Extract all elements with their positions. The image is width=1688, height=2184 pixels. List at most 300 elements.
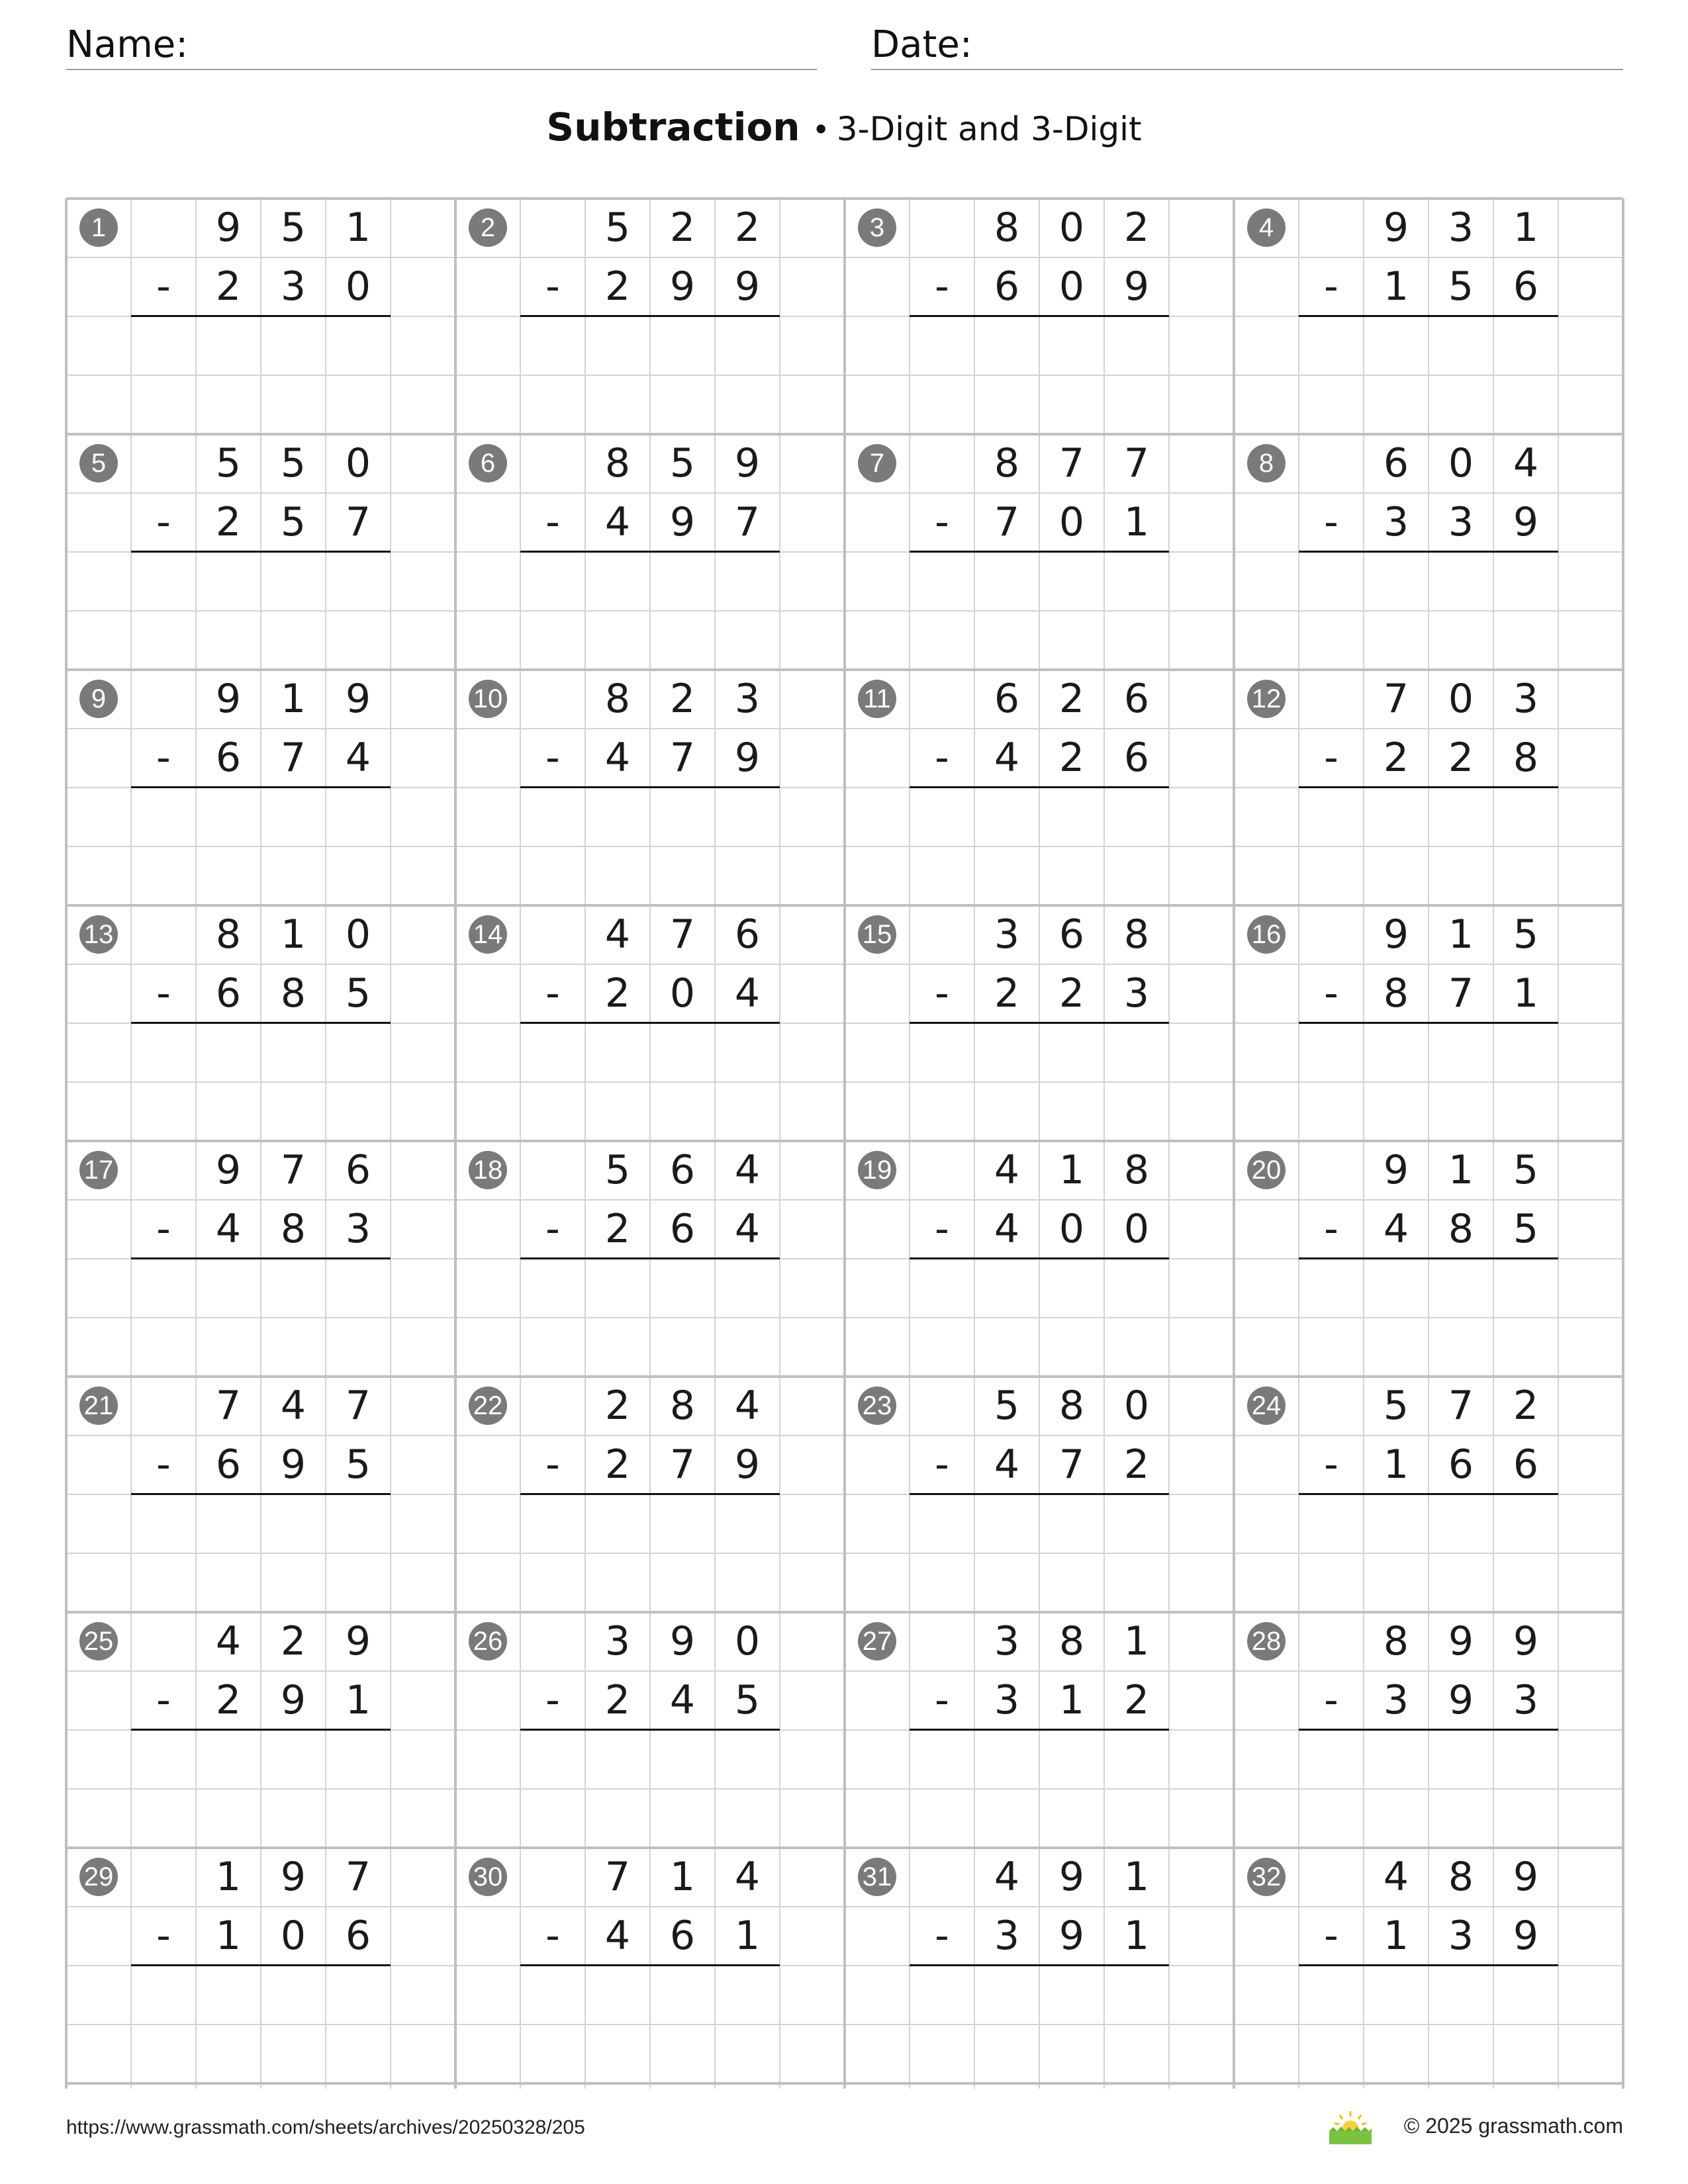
minus-sign: -	[545, 1441, 560, 1488]
subtrahend-digit: 7	[1448, 970, 1474, 1017]
minuend-digit: 1	[280, 911, 306, 958]
minuend-digit: 6	[1383, 440, 1409, 486]
subtrahend-digit: 9	[734, 1441, 761, 1488]
minuend-digit: 8	[604, 440, 631, 486]
minuend-digit: 4	[280, 1383, 306, 1429]
minus-sign: -	[1324, 1677, 1338, 1723]
answer-cell[interactable]	[716, 553, 778, 610]
answer-cell[interactable]	[1495, 1024, 1557, 1081]
answer-cell[interactable]	[262, 1731, 324, 1788]
problem-number-badge: 21	[79, 1387, 118, 1425]
problem-number-badge: 12	[1247, 680, 1286, 718]
subtrahend-digit: 8	[1383, 970, 1409, 1017]
answer-cell[interactable]	[1105, 789, 1168, 845]
answer-cell[interactable]	[262, 1260, 324, 1316]
minuend-digit: 5	[280, 205, 306, 251]
answer-cell[interactable]	[911, 1731, 973, 1788]
answer-line	[1299, 1729, 1558, 1731]
answer-line	[131, 1964, 391, 1966]
answer-cell[interactable]	[586, 1496, 649, 1552]
answer-cell[interactable]	[976, 1967, 1038, 2023]
problem-number-badge: 30	[469, 1858, 507, 1896]
answer-line	[1299, 1964, 1558, 1966]
date-label: Date:	[871, 23, 972, 66]
answer-cell[interactable]	[651, 1496, 714, 1552]
grass	[1329, 2131, 1372, 2144]
answer-cell[interactable]	[716, 1260, 778, 1316]
minuend-digit: 8	[1448, 1854, 1474, 1900]
minuend-digit: 0	[734, 1618, 761, 1664]
subtrahend-digit: 9	[734, 735, 761, 781]
subtrahend-digit: 3	[1383, 1677, 1409, 1723]
minuend-digit: 8	[1123, 911, 1150, 958]
answer-cell[interactable]	[1495, 318, 1557, 374]
subtrahend-digit: 6	[669, 1206, 696, 1252]
block-border-horizontal	[66, 904, 1623, 907]
subtrahend-digit: 2	[1383, 735, 1409, 781]
answer-cell[interactable]	[1430, 1496, 1492, 1552]
answer-cell[interactable]	[197, 1024, 259, 1081]
answer-cell[interactable]	[1041, 1260, 1103, 1316]
answer-cell[interactable]	[327, 789, 389, 845]
answer-cell[interactable]	[522, 1967, 584, 2023]
minuend-digit: 4	[994, 1147, 1020, 1193]
answer-cell[interactable]	[197, 789, 259, 845]
answer-cell[interactable]	[651, 553, 714, 610]
subtrahend-digit: 0	[280, 1913, 306, 1959]
subtrahend-digit: 7	[345, 499, 371, 545]
subtrahend-digit: 2	[604, 263, 631, 310]
answer-cell[interactable]	[262, 318, 324, 374]
answer-cell[interactable]	[1041, 1731, 1103, 1788]
answer-cell[interactable]	[1105, 1260, 1168, 1316]
minus-sign: -	[1324, 1441, 1338, 1488]
problem-number-badge: 4	[1247, 208, 1286, 247]
minuend-digit: 0	[1448, 440, 1474, 486]
answer-line	[910, 1257, 1169, 1259]
minuend-digit: 5	[280, 440, 306, 486]
minuend-digit: 9	[669, 1618, 696, 1664]
answer-cell[interactable]	[976, 318, 1038, 374]
answer-cell[interactable]	[1300, 318, 1362, 374]
answer-cell[interactable]	[1105, 553, 1168, 610]
answer-cell[interactable]	[976, 1496, 1038, 1552]
answer-cell[interactable]	[327, 1967, 389, 2023]
answer-cell[interactable]	[262, 553, 324, 610]
answer-cell[interactable]	[976, 553, 1038, 610]
answer-cell[interactable]	[586, 789, 649, 845]
answer-cell[interactable]	[1430, 1731, 1492, 1788]
answer-cell[interactable]	[1430, 1967, 1492, 2023]
subtrahend-digit: 4	[604, 499, 631, 545]
subtrahend-digit: 4	[994, 735, 1020, 781]
grid-line-vertical	[909, 199, 910, 2089]
answer-cell[interactable]	[651, 1024, 714, 1081]
answer-line	[520, 1257, 780, 1259]
answer-cell[interactable]	[651, 1967, 714, 2023]
answer-cell[interactable]	[716, 1496, 778, 1552]
problem-number-badge: 5	[79, 444, 118, 482]
subtrahend-digit: 6	[994, 263, 1020, 310]
answer-cell[interactable]	[651, 789, 714, 845]
answer-cell[interactable]	[976, 789, 1038, 845]
minuend-digit: 2	[1123, 205, 1150, 251]
subtrahend-digit: 6	[1448, 1441, 1474, 1488]
subtrahend-digit: 1	[1383, 263, 1409, 310]
answer-cell[interactable]	[327, 1024, 389, 1081]
grid-line-vertical	[520, 199, 521, 2089]
answer-cell[interactable]	[1105, 1731, 1168, 1788]
minuend-digit: 2	[669, 205, 696, 251]
minus-sign: -	[935, 970, 949, 1017]
answer-cell[interactable]	[522, 1260, 584, 1316]
answer-cell[interactable]	[1365, 1731, 1427, 1788]
minuend-digit: 9	[1383, 1147, 1409, 1193]
answer-cell[interactable]	[132, 1731, 195, 1788]
answer-cell[interactable]	[327, 1260, 389, 1316]
answer-cell[interactable]	[1365, 553, 1427, 610]
answer-line	[910, 551, 1169, 553]
answer-cell[interactable]	[1430, 1024, 1492, 1081]
minuend-digit: 8	[1058, 1618, 1085, 1664]
subtrahend-digit: 0	[1123, 1206, 1150, 1252]
answer-cell[interactable]	[716, 318, 778, 374]
minus-sign: -	[935, 499, 949, 545]
answer-line	[520, 551, 780, 553]
subtrahend-digit: 4	[994, 1441, 1020, 1488]
subtrahend-digit: 2	[1123, 1677, 1150, 1723]
minus-sign: -	[156, 1677, 171, 1723]
answer-cell[interactable]	[586, 553, 649, 610]
answer-cell[interactable]	[716, 789, 778, 845]
subtrahend-digit: 3	[1513, 1677, 1539, 1723]
subtrahend-digit: 8	[1513, 735, 1539, 781]
answer-cell[interactable]	[976, 1731, 1038, 1788]
answer-line	[520, 315, 780, 317]
answer-cell[interactable]	[132, 1024, 195, 1081]
minuend-digit: 2	[280, 1618, 306, 1664]
minus-sign: -	[935, 1677, 949, 1723]
date-field[interactable]	[871, 20, 1623, 70]
minus-sign: -	[156, 1441, 171, 1488]
answer-cell[interactable]	[132, 789, 195, 845]
minuend-digit: 5	[604, 1147, 631, 1193]
subtrahend-digit: 1	[1123, 1913, 1150, 1959]
minuend-digit: 1	[1448, 911, 1474, 958]
answer-cell[interactable]	[651, 1260, 714, 1316]
answer-cell[interactable]	[651, 1731, 714, 1788]
answer-cell[interactable]	[1430, 789, 1492, 845]
problem-number-badge: 7	[858, 444, 896, 482]
answer-line	[1299, 1257, 1558, 1259]
minus-sign: -	[935, 1441, 949, 1488]
answer-cell[interactable]	[132, 1260, 195, 1316]
answer-cell[interactable]	[522, 789, 584, 845]
answer-cell[interactable]	[1041, 1967, 1103, 2023]
title-main: Subtraction	[546, 105, 800, 150]
answer-cell[interactable]	[327, 1731, 389, 1788]
answer-line	[131, 551, 391, 553]
subtrahend-digit: 5	[345, 1441, 371, 1488]
problem-number-badge: 26	[469, 1622, 507, 1661]
problem-number-badge: 15	[858, 915, 896, 954]
subtrahend-digit: 3	[1448, 1913, 1474, 1959]
answer-line	[131, 1022, 391, 1024]
subtrahend-digit: 8	[280, 1206, 306, 1252]
answer-cell[interactable]	[132, 318, 195, 374]
answer-cell[interactable]	[197, 318, 259, 374]
answer-cell[interactable]	[262, 1496, 324, 1552]
answer-cell[interactable]	[1300, 553, 1362, 610]
subtrahend-digit: 6	[215, 735, 242, 781]
subtrahend-digit: 1	[215, 1913, 242, 1959]
grid-line-vertical	[1298, 199, 1299, 2089]
problem-number-badge: 28	[1247, 1622, 1286, 1661]
answer-cell[interactable]	[1300, 1024, 1362, 1081]
answer-cell[interactable]	[1041, 553, 1103, 610]
subtrahend-digit: 9	[1058, 1913, 1085, 1959]
answer-cell[interactable]	[586, 1967, 649, 2023]
subtrahend-digit: 0	[345, 263, 371, 310]
answer-cell[interactable]	[197, 1731, 259, 1788]
answer-cell[interactable]	[1495, 1260, 1557, 1316]
answer-cell[interactable]	[1365, 1967, 1427, 2023]
subtrahend-digit: 0	[669, 970, 696, 1017]
answer-cell[interactable]	[1365, 789, 1427, 845]
minuend-digit: 8	[669, 1383, 696, 1429]
minuend-digit: 1	[1123, 1854, 1150, 1900]
answer-cell[interactable]	[522, 1731, 584, 1788]
answer-cell[interactable]	[327, 1496, 389, 1552]
minus-sign: -	[935, 735, 949, 781]
answer-cell[interactable]	[586, 1260, 649, 1316]
answer-cell[interactable]	[586, 318, 649, 374]
minuend-digit: 7	[1383, 676, 1409, 722]
answer-cell[interactable]	[1495, 789, 1557, 845]
block-border-horizontal	[66, 1375, 1623, 1378]
subtrahend-digit: 2	[604, 1441, 631, 1488]
subtrahend-digit: 1	[345, 1677, 371, 1723]
answer-cell[interactable]	[1300, 789, 1362, 845]
subtrahend-digit: 9	[1448, 1677, 1474, 1723]
answer-cell[interactable]	[522, 1496, 584, 1552]
answer-cell[interactable]	[1430, 318, 1492, 374]
answer-cell[interactable]	[1105, 1967, 1168, 2023]
minuend-digit: 7	[669, 911, 696, 958]
answer-cell[interactable]	[1430, 1260, 1492, 1316]
answer-cell[interactable]	[197, 553, 259, 610]
answer-cell[interactable]	[1365, 1024, 1427, 1081]
answer-cell[interactable]	[1495, 1731, 1557, 1788]
minuend-digit: 6	[994, 676, 1020, 722]
subtrahend-digit: 3	[1448, 499, 1474, 545]
minuend-digit: 5	[1513, 911, 1539, 958]
answer-line	[131, 315, 391, 317]
answer-cell[interactable]	[522, 318, 584, 374]
subtrahend-digit: 5	[345, 970, 371, 1017]
answer-cell[interactable]	[197, 1496, 259, 1552]
minuend-digit: 1	[1513, 205, 1539, 251]
block-border-vertical	[454, 199, 457, 2089]
answer-cell[interactable]	[1495, 553, 1557, 610]
answer-cell[interactable]	[1300, 1967, 1362, 2023]
answer-cell[interactable]	[262, 1024, 324, 1081]
subtrahend-digit: 1	[734, 1913, 761, 1959]
subtrahend-digit: 2	[215, 1677, 242, 1723]
minuend-digit: 5	[1513, 1147, 1539, 1193]
grass-sun-logo-icon	[1328, 2109, 1373, 2146]
answer-cell[interactable]	[1041, 789, 1103, 845]
minuend-digit: 4	[734, 1147, 761, 1193]
answer-cell[interactable]	[1041, 318, 1103, 374]
answer-line	[1299, 1022, 1558, 1024]
answer-cell[interactable]	[262, 789, 324, 845]
answer-cell[interactable]	[197, 1260, 259, 1316]
subtrahend-digit: 4	[604, 1913, 631, 1959]
minuend-digit: 9	[345, 1618, 371, 1664]
subtrahend-digit: 2	[604, 1677, 631, 1723]
subtrahend-digit: 9	[280, 1441, 306, 1488]
answer-cell[interactable]	[911, 1260, 973, 1316]
minus-sign: -	[545, 1206, 560, 1252]
answer-cell[interactable]	[1365, 1496, 1427, 1552]
answer-line	[1299, 786, 1558, 788]
answer-cell[interactable]	[132, 553, 195, 610]
subtrahend-digit: 4	[734, 970, 761, 1017]
subtrahend-digit: 6	[1513, 263, 1539, 310]
minuend-digit: 4	[994, 1854, 1020, 1900]
answer-cell[interactable]	[1365, 318, 1427, 374]
problem-number-badge: 3	[858, 208, 896, 247]
minuend-digit: 9	[215, 1147, 242, 1193]
footer-copyright: © 2025 grassmath.com	[1403, 2114, 1623, 2138]
answer-cell[interactable]	[586, 1731, 649, 1788]
grid-line-vertical	[130, 199, 132, 2089]
answer-cell[interactable]	[1105, 318, 1168, 374]
name-field[interactable]	[66, 20, 817, 70]
problem-number-badge: 20	[1247, 1151, 1286, 1189]
answer-cell[interactable]	[1041, 1496, 1103, 1552]
subtrahend-digit: 6	[1513, 1441, 1539, 1488]
problem-number-badge: 25	[79, 1622, 118, 1661]
answer-cell[interactable]	[197, 1967, 259, 2023]
minus-sign: -	[545, 499, 560, 545]
answer-cell[interactable]	[1495, 1967, 1557, 2023]
answer-cell[interactable]	[976, 1024, 1038, 1081]
answer-cell[interactable]	[911, 1967, 973, 2023]
answer-cell[interactable]	[1300, 1731, 1362, 1788]
answer-cell[interactable]	[262, 1967, 324, 2023]
answer-line	[520, 786, 780, 788]
minuend-digit: 9	[1513, 1854, 1539, 1900]
answer-cell[interactable]	[716, 1024, 778, 1081]
answer-cell[interactable]	[1495, 1496, 1557, 1552]
minus-sign: -	[935, 263, 949, 310]
minuend-digit: 7	[1058, 440, 1085, 486]
answer-cell[interactable]	[1105, 1024, 1168, 1081]
answer-cell[interactable]	[132, 1967, 195, 2023]
subtrahend-digit: 4	[345, 735, 371, 781]
minus-sign: -	[1324, 970, 1338, 1017]
subtrahend-digit: 7	[669, 735, 696, 781]
subtrahend-digit: 3	[280, 263, 306, 310]
block-border-horizontal	[66, 1846, 1623, 1849]
minuend-digit: 7	[280, 1147, 306, 1193]
problem-number-badge: 2	[469, 208, 507, 247]
answer-cell[interactable]	[1430, 553, 1492, 610]
answer-line	[520, 1729, 780, 1731]
minuend-digit: 9	[215, 676, 242, 722]
minuend-digit: 8	[604, 676, 631, 722]
answer-cell[interactable]	[522, 1024, 584, 1081]
answer-cell[interactable]	[1365, 1260, 1427, 1316]
answer-cell[interactable]	[911, 1496, 973, 1552]
block-border-vertical	[1233, 199, 1235, 2089]
answer-cell[interactable]	[911, 318, 973, 374]
minuend-digit: 8	[1123, 1147, 1150, 1193]
minus-sign: -	[1324, 263, 1338, 310]
block-border-vertical	[65, 199, 68, 2089]
answer-cell[interactable]	[1300, 1260, 1362, 1316]
minuend-digit: 3	[994, 1618, 1020, 1664]
problem-number-badge: 8	[1247, 444, 1286, 482]
subtrahend-digit: 1	[1123, 499, 1150, 545]
block-border-horizontal	[66, 1140, 1623, 1142]
answer-cell[interactable]	[911, 553, 973, 610]
subtrahend-digit: 8	[1448, 1206, 1474, 1252]
subtrahend-digit: 6	[669, 1913, 696, 1959]
minuend-digit: 4	[215, 1618, 242, 1664]
minuend-digit: 1	[669, 1854, 696, 1900]
problem-number-badge: 1	[79, 208, 118, 247]
answer-cell[interactable]	[1300, 1496, 1362, 1552]
answer-cell[interactable]	[522, 553, 584, 610]
minuend-digit: 8	[1058, 1383, 1085, 1429]
subtrahend-digit: 2	[215, 499, 242, 545]
answer-cell[interactable]	[132, 1496, 195, 1552]
answer-cell[interactable]	[911, 789, 973, 845]
answer-cell[interactable]	[716, 1731, 778, 1788]
problem-grid	[66, 199, 1623, 2089]
answer-cell[interactable]	[327, 553, 389, 610]
answer-line	[1299, 551, 1558, 553]
answer-cell[interactable]	[716, 1967, 778, 2023]
minus-sign: -	[156, 263, 171, 310]
subtrahend-digit: 6	[215, 970, 242, 1017]
answer-cell[interactable]	[586, 1024, 649, 1081]
answer-cell[interactable]	[327, 318, 389, 374]
answer-cell[interactable]	[1105, 1496, 1168, 1552]
problem-number-badge: 6	[469, 444, 507, 482]
problem-number-badge: 31	[858, 1858, 896, 1896]
subtrahend-digit: 9	[734, 263, 761, 310]
name-label: Name:	[66, 23, 189, 66]
minus-sign: -	[156, 1206, 171, 1252]
answer-line	[910, 1493, 1169, 1495]
minuend-digit: 9	[215, 205, 242, 251]
answer-cell[interactable]	[911, 1024, 973, 1081]
subtrahend-digit: 1	[1058, 1677, 1085, 1723]
answer-cell[interactable]	[1041, 1024, 1103, 1081]
minuend-digit: 3	[604, 1618, 631, 1664]
worksheet-title	[0, 105, 1688, 150]
problem-number-badge: 27	[858, 1622, 896, 1661]
problem-number-badge: 14	[469, 915, 507, 954]
minuend-digit: 4	[604, 911, 631, 958]
answer-cell[interactable]	[651, 318, 714, 374]
answer-cell[interactable]	[976, 1260, 1038, 1316]
subtrahend-digit: 5	[280, 499, 306, 545]
